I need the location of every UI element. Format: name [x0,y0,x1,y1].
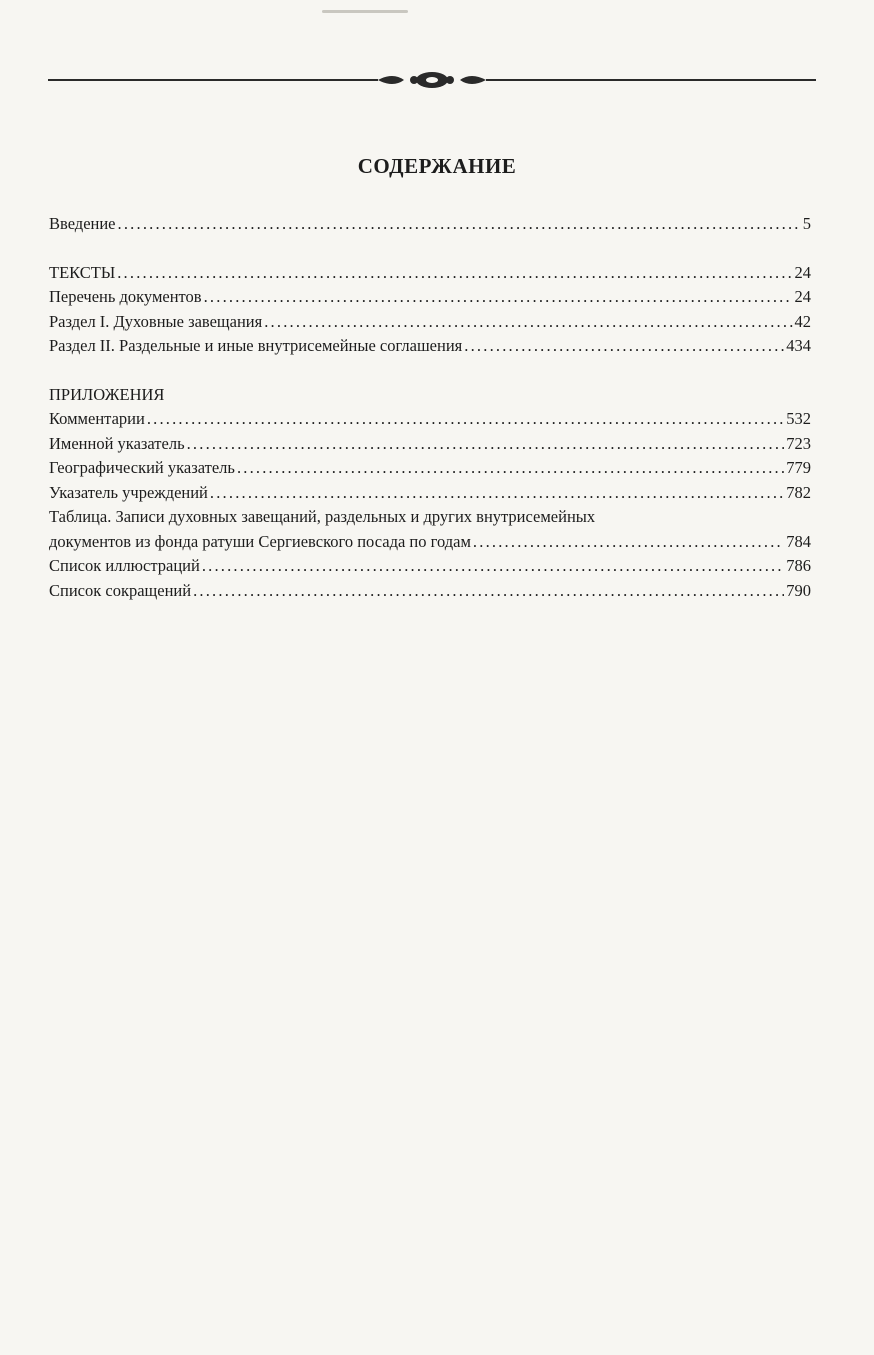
toc-label: Список иллюстраций [49,556,200,575]
toc-label: Раздел I. Духовные завещания [49,311,263,331]
dot-leader [204,285,793,310]
toc-label: Именной указатель [49,433,185,453]
dot-leader [237,456,784,481]
toc-page-number: 779 [786,458,811,477]
dot-leader [473,530,784,555]
toc-entry[interactable] [49,407,811,432]
toc-entry[interactable] [49,554,811,579]
toc-page-number: 5 [802,214,811,233]
toc-entry[interactable] [49,432,811,457]
toc-entry[interactable] [49,310,811,335]
toc-page-number: 434 [786,336,811,355]
dot-leader [147,407,784,432]
dot-leader [464,334,784,359]
dot-leader [193,579,784,604]
table-of-contents [49,212,811,603]
toc-page-number: 24 [794,262,811,282]
ornamental-rule [48,70,816,90]
toc-entry-intro[interactable] [49,212,811,237]
toc-page-number: 24 [794,287,811,306]
toc-label-line1[interactable]: Таблица. Записи духовных завещаний, раздельных и других внутрисемейных [49,507,596,526]
toc-label: Географический указатель [49,458,235,477]
toc-page-number: 782 [786,482,811,502]
toc-page-number: 786 [786,556,811,575]
toc-page-number: 784 [786,531,811,551]
toc-page-number: 790 [786,580,811,600]
toc-label: Список сокращений [49,580,192,600]
section-heading: ПРИЛОЖЕНИЯ [49,384,165,404]
toc-entry[interactable] [49,530,811,555]
toc-label: Перечень документов [49,287,202,306]
page-title: СОДЕРЖАНИЕ [357,154,517,178]
toc-entry[interactable] [49,456,811,481]
dot-leader [118,212,801,237]
toc-entry[interactable] [49,481,811,506]
toc-page-number: 532 [786,409,811,428]
toc-entry[interactable] [49,579,811,604]
toc-label: Введение [49,214,116,233]
dot-leader [264,310,792,335]
toc-entry[interactable] [49,285,811,310]
toc-label: Комментарии [49,409,145,428]
dot-leader [202,554,784,579]
toc-label: Указатель учреждений [49,482,208,502]
toc-page-number: 42 [794,311,811,331]
page-top-mark [322,10,408,13]
toc-label: Раздел II. Раздельные и иные внутрисемейные соглашения [49,336,463,355]
toc-page-number: 723 [786,433,811,453]
toc-entry[interactable] [49,334,811,359]
toc-entry-texts[interactable] [49,261,811,286]
toc-label: документов из фонда ратуши Сергиевского посада по годам [49,531,471,551]
section-heading: ТЕКСТЫ [49,262,116,282]
dot-leader [117,261,792,286]
dot-leader [187,432,785,457]
dot-leader [210,481,784,506]
